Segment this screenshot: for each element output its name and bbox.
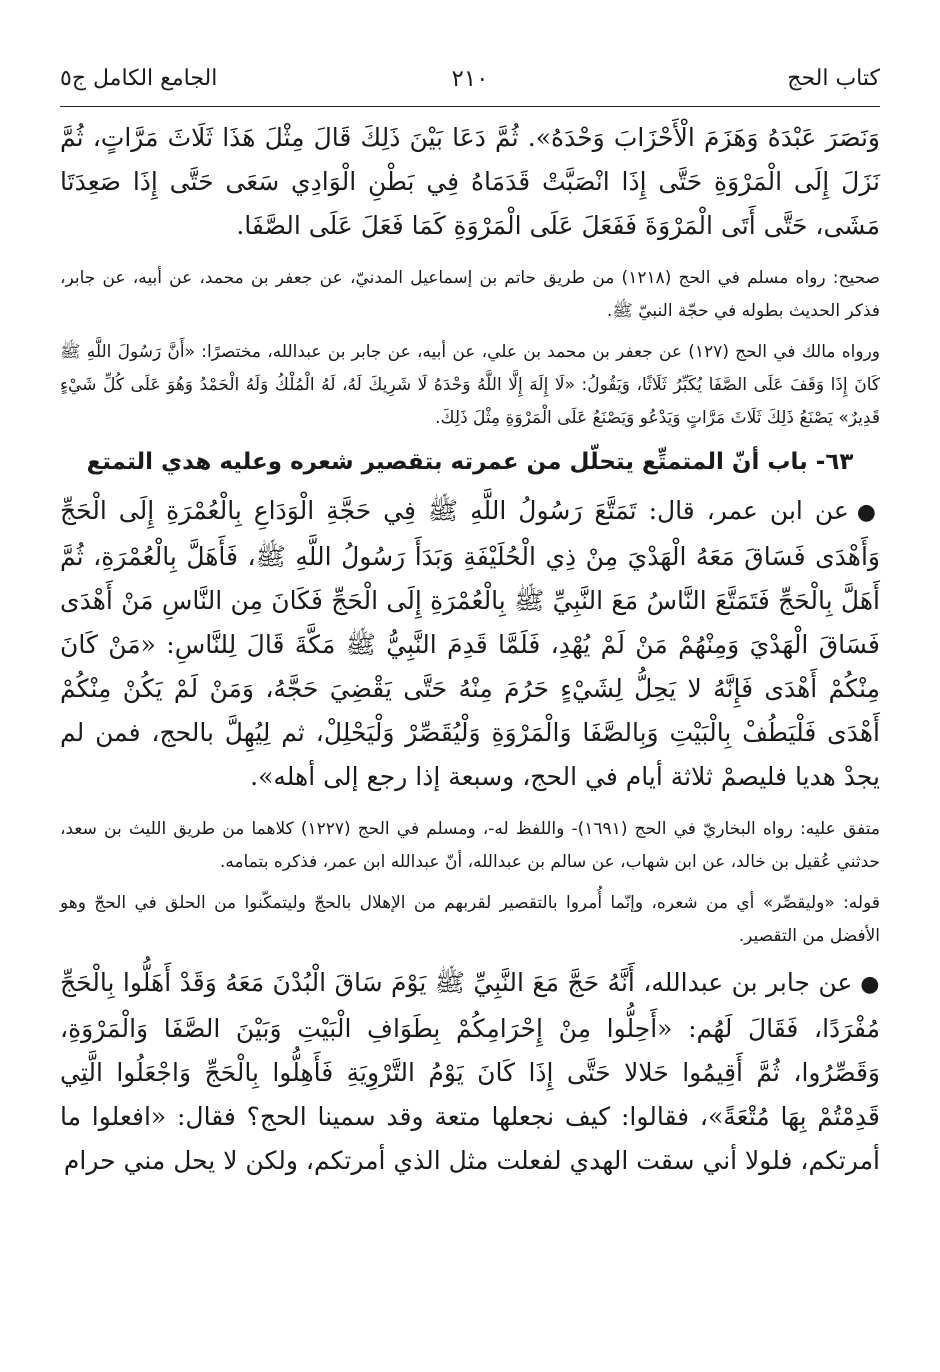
volume-title: الجامع الكامل ج٥ (60, 66, 218, 91)
hadith-text: عن ابن عمر، قال: تَمَتَّعَ رَسُولُ اللَّهِ ﷺ فِي حَجَّةِ الْوَدَاعِ بِالْعُمْرَةِ إِلَى الْحَجِّ وَأَهْدَى فَسَاقَ مَعَهُ الْهَدْيَ مِنْ ذِي الْحُلَيْفَةِ وَبَدَأَ رَسُولُ اللَّهِ ﷺ، فَأَهَلَّ بِالْعُمْرَةِ، ثُمَّ أَهَلَّ بِالْحَجِّ فَتَمَتَّعَ النَّاسُ مَعَ النَّبِيِّ ﷺ بِالْعُمْرَةِ إِلَى الْحَجِّ فَكَانَ مِن النَّاسِ مَنْ أَهْدَى فَسَاقَ الْهَدْيَ وَمِنْهُمْ مَنْ لَمْ يُهْدِ، فَلَمَّا قَدِمَ النَّبِيُّ ﷺ مَكَّةَ قَالَ لِلنَّاسِ: «مَنْ كَانَ مِنْكُمْ أَهْدَى فَإِنَّهُ لا يَحِلُّ لِشَيْءٍ حَرُمَ مِنْهُ حَتَّى يَقْضِيَ حَجَّهُ، وَمَنْ لَمْ يَكُنْ مِنْكُمْ أَهْدَى فَلْيَطُفْ بِالْبَيْتِ وَبِالصَّفَا وَالْمَرْوَةِ وَلْيُقَصِّرْ وَلْيَحْلِلْ، ثم لِيُهِلَّ بالحج، فمن لم يجدْ هديا فليصمْ ثلاثة أيام في الحج، وسبعة إذا رجع إلى أهله». (60, 496, 880, 791)
explanation-note: قوله: «وليقصِّر» أي من شعره، وإنّما أُمروا بالتقصير لقربهم من الإهلال بالحجّ وليتمكّنوا من الحلق في الحجّ وهو الأفضل من التقصير. (60, 893, 880, 946)
bullet-icon: ● (860, 972, 880, 997)
hadith-ibn-umar (60, 489, 880, 799)
bullet-icon: ● (856, 500, 880, 525)
hadith-continuation: وَنَصَرَ عَبْدَهُ وَهَزَمَ الْأَحْزَابَ وَحْدَهُ». ثُمَّ دَعَا بَيْنَ ذَلِكَ قَالَ مِثْلَ هَذَا ثَلَاثَ مَرَّاتٍ، ثُمَّ نَزَلَ إِلَى الْمَرْوَةِ حَتَّى إِذَا انْصَبَّتْ قَدَمَاهُ فِي بَطْنِ الْوَادِي سَعَى حَتَّى إِذَا صَعِدَتَا مَشَى، حَتَّى أَتَى الْمَرْوَةَ فَفَعَلَ عَلَى الْمَرْوَةِ كَمَا فَعَلَ عَلَى الصَّفَا. (60, 123, 880, 240)
page-body (60, 116, 880, 1197)
hadith-text: عن جابر بن عبدالله، أَنَّهُ حَجَّ مَعَ النَّبِيِّ ﷺ يَوْمَ سَاقَ الْبُدْنَ مَعَهُ وَقَدْ أَهَلُّوا بِالْحَجِّ مُفْرَدًا، فَقَالَ لَهُم: «أَحِلُّوا مِنْ إِحْرَامِكُمْ بِطَوَافِ الْبَيْتِ وَبَيْنَ الصَّفَا وَالْمَرْوَةِ، وَقَصِّرُوا، ثُمَّ أَقِيمُوا حَلالا حَتَّى إِذَا كَانَ يَوْمُ التَّرْوِيَةِ فَأَهِلُّوا بِالْحَجِّ وَاجْعَلُوا الَّتِي قَدِمْتُمْ بِهَا مُتْعَةً»، فقالوا: كيف نجعلها متعة وقد سمينا الحج؟ فقال: «افعلوا ما أمرتكم، فلولا أني سقت الهدي لفعلت مثل الذي أمرتكم، ولكن لا يحل مني حرام (60, 968, 880, 1175)
takhrij-note-malik: ورواه مالك في الحج (١٢٧) عن جعفر بن محمد بن علي، عن أبيه، عن جابر بن عبدالله، مختصرًا: «أَنَّ رَسُولَ اللَّهِ ﷺ كَانَ إِذَا وَقَفَ عَلَى الصَّفَا يُكَبِّرُ ثَلَاثًا، وَيَقُولُ: «لَا إِلَهَ إِلَّا اللَّهُ وَحْدَهُ لَا شَرِيكَ لَهُ، لَهُ الْمُلْكُ وَلَهُ الْحَمْدُ وَهُوَ عَلَى كُلِّ شَيْءٍ قَدِيرٌ» يَصْنَعُ ذَلِكَ ثَلَاثَ مَرَّاتٍ وَيَدْعُو وَيَصْنَعُ عَلَى الْمَرْوَةِ مِثْلَ ذَلِكَ. (60, 342, 880, 428)
hadith-jabir (60, 961, 880, 1183)
book-title: كتاب الحج (787, 66, 880, 91)
takhrij-note-muttafaq: متفق عليه: رواه البخاريّ في الحج (١٦٩١)- واللفظ له-، ومسلم في الحج (١٢٢٧) كلاهما من طريق الليث بن سعد، حدثني عُقيل بن خالد، عن ابن شهاب، عن سالم بن عبدالله، أنّ عبدالله ابن عمر، فذكره بتمامه. (60, 819, 880, 872)
page-number: ٢١٠ (451, 66, 489, 92)
page-header (60, 62, 880, 107)
takhrij-note: صحيح: رواه مسلم في الحج (١٢١٨) من طريق حاتم بن إسماعيل المدنيّ، عن جعفر بن محمد، عن أبيه، عن جابر، فذكر الحديث بطوله في حجّة النبيّ ﷺ. (60, 268, 880, 321)
chapter-heading: ٦٣- باب أنّ المتمتِّع يتحلّل من عمرته بتقصير شعره وعليه هدي التمتع (86, 449, 854, 475)
